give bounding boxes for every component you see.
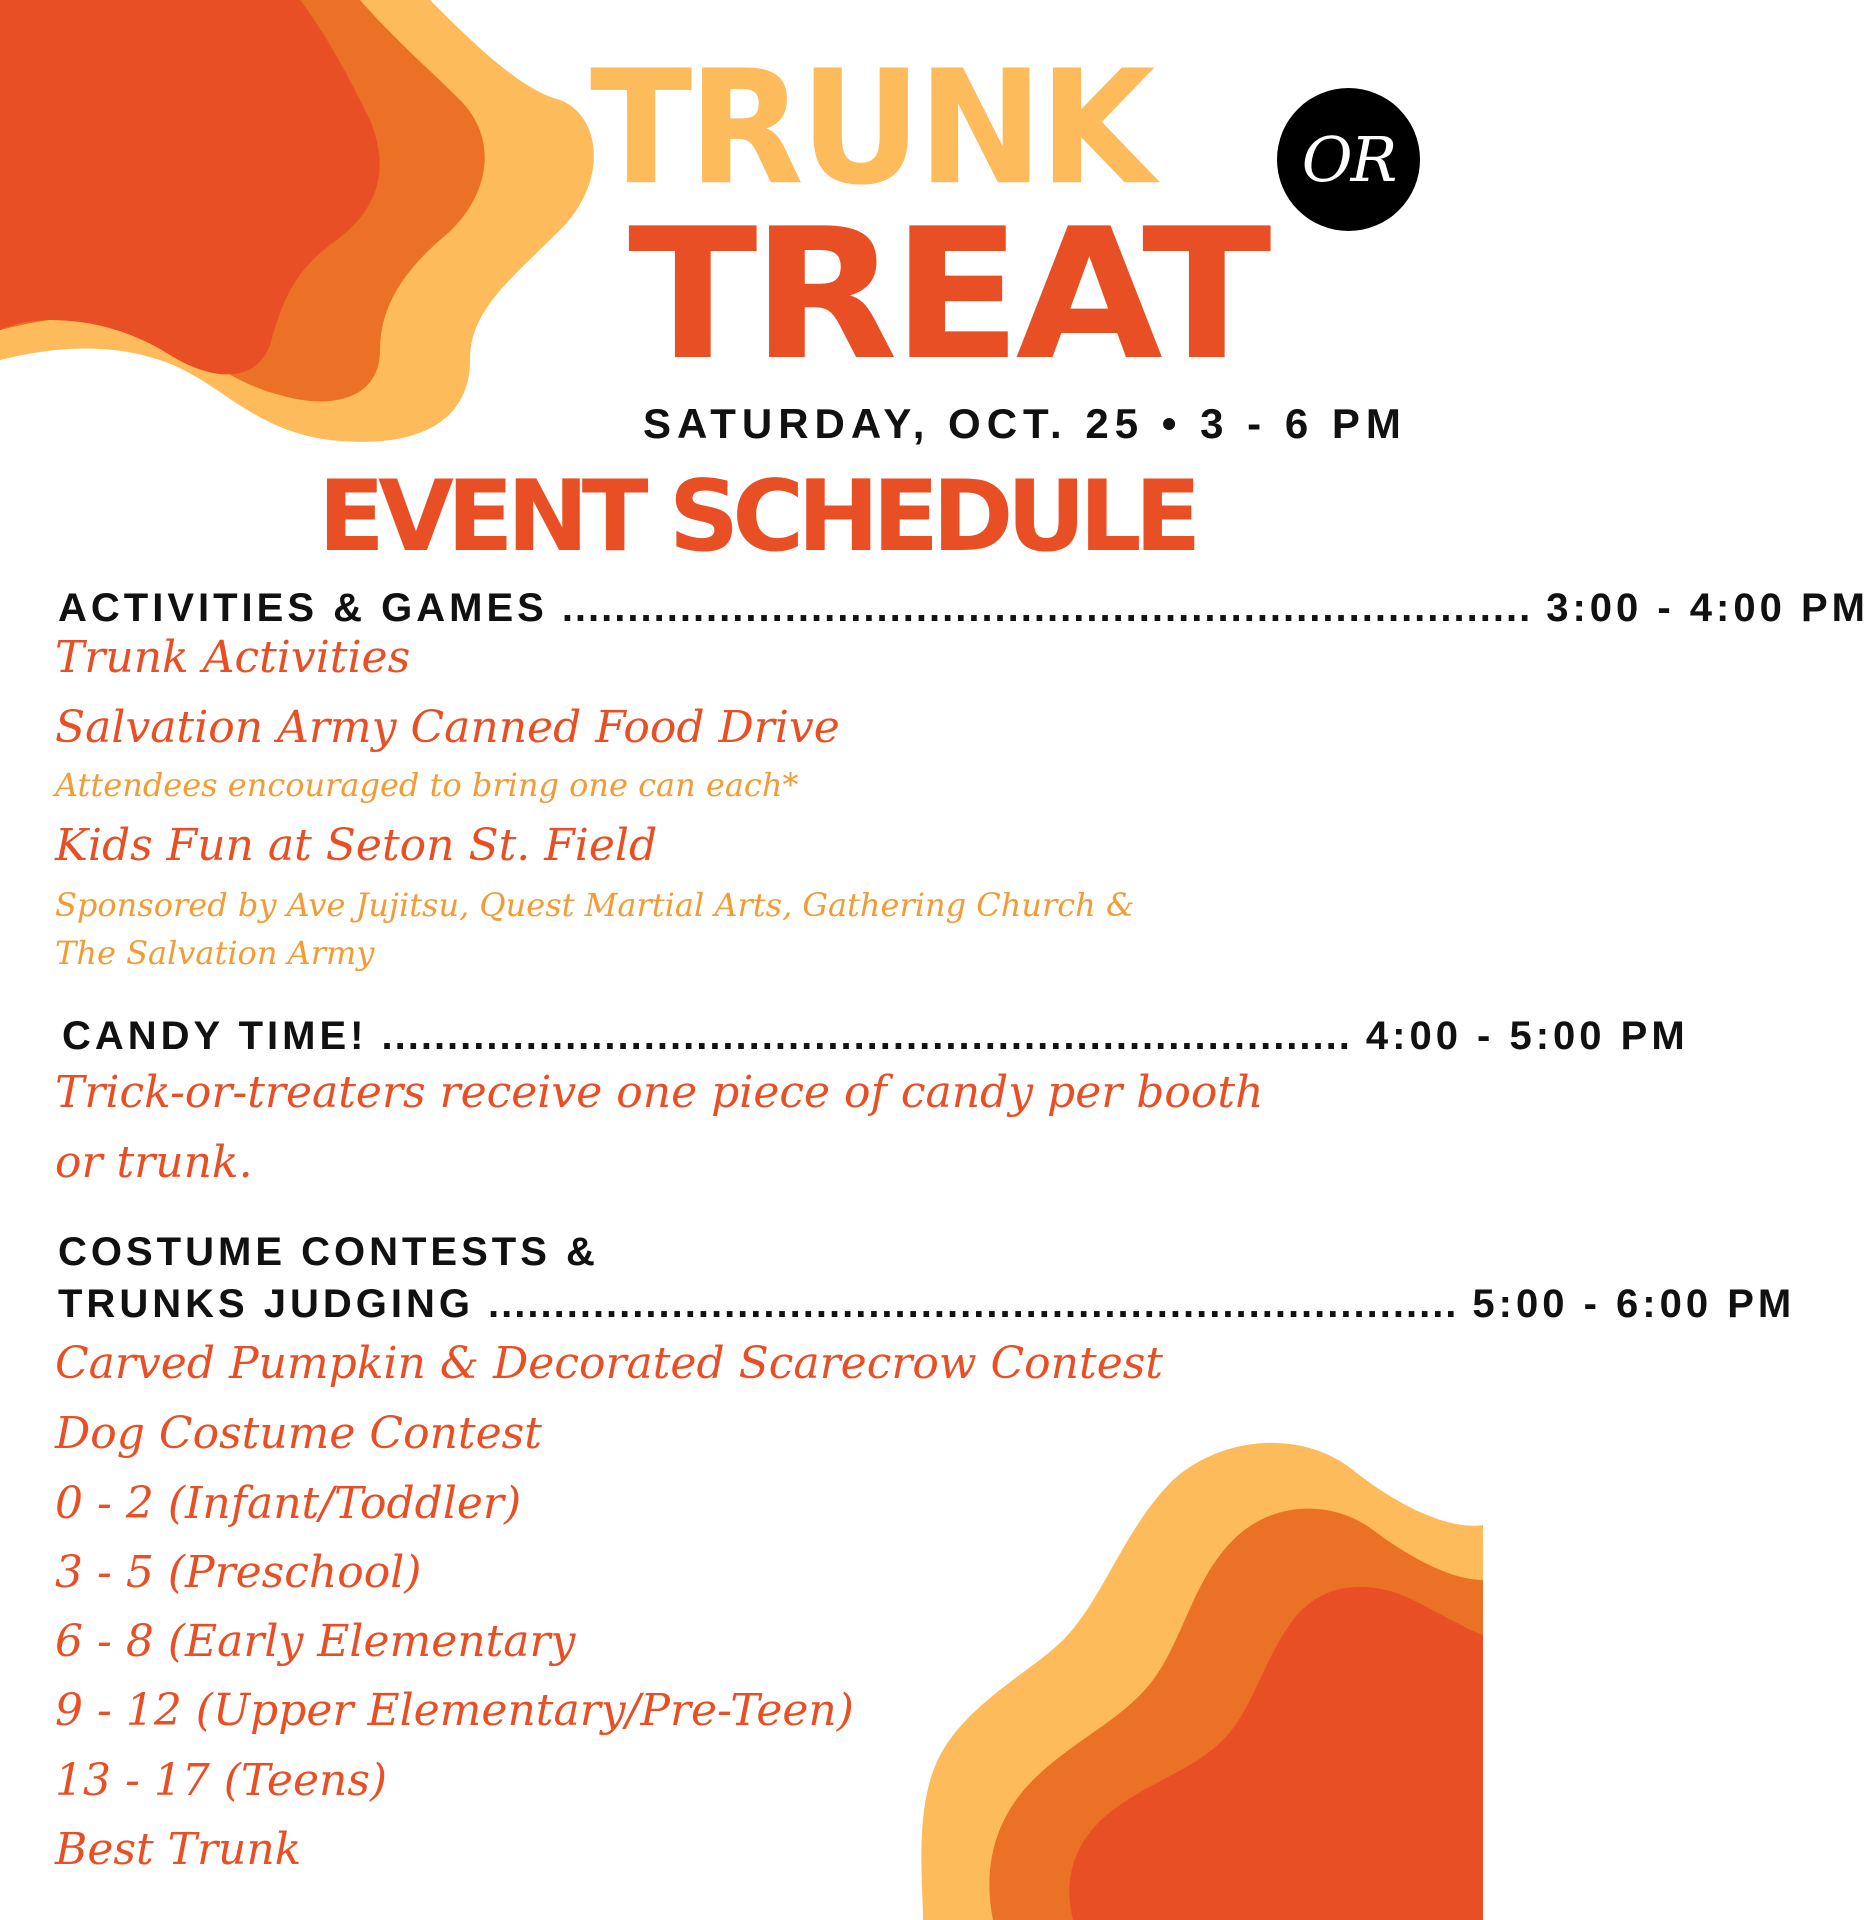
section-time: 3:00 - 4:00 PM: [1546, 586, 1869, 630]
section-title: ACTIVITIES & GAMES: [58, 586, 548, 630]
section-time: 4:00 - 5:00 PM: [1365, 1014, 1689, 1058]
or-badge: [1277, 88, 1420, 231]
decorative-blob-bottom-right: [923, 1440, 1483, 1920]
item-note: The Salvation Army: [55, 934, 375, 972]
list-item: 13 - 17 (Teens): [55, 1755, 388, 1806]
leader-dots: ..........................................................................: [381, 1014, 1352, 1058]
decorative-blob-top-left: [0, 0, 620, 450]
section-candy-header: [62, 1014, 1689, 1059]
list-item: Dog Costume Contest: [55, 1408, 542, 1459]
section-activities-header: [58, 586, 1869, 631]
leader-dots: ..........................................................................: [561, 586, 1533, 630]
list-item: 9 - 12 (Upper Elementary/Pre-Teen): [55, 1685, 854, 1736]
title-trunk: TRUNK: [590, 37, 1152, 221]
list-item: or trunk.: [55, 1137, 253, 1188]
section-costume-header: [58, 1282, 1796, 1327]
or-badge-text: OR: [1301, 123, 1396, 196]
section-title: TRUNKS JUDGING: [58, 1282, 475, 1326]
list-item: 3 - 5 (Preschool): [55, 1547, 422, 1598]
list-item: Best Trunk: [55, 1824, 302, 1875]
section-title: CANDY TIME!: [62, 1014, 368, 1058]
event-date: SATURDAY, OCT. 25 • 3 - 6 PM: [643, 400, 1407, 447]
section-costume-title-line1: COSTUME CONTESTS &: [58, 1230, 599, 1274]
list-item: Carved Pumpkin & Decorated Scarecrow Contest: [55, 1338, 1163, 1389]
item-note: Attendees encouraged to bring one can each*: [55, 766, 799, 804]
title-treat: TREAT: [628, 189, 1266, 400]
list-item: Trunk Activities: [55, 632, 411, 683]
list-item: Kids Fun at Seton St. Field: [55, 820, 658, 871]
leader-dots: ..........................................................................: [488, 1282, 1459, 1326]
list-item: Salvation Army Canned Food Drive: [55, 702, 840, 753]
list-item: Trick-or-treaters receive one piece of candy per booth: [55, 1067, 1264, 1118]
section-time: 5:00 - 6:00 PM: [1472, 1282, 1796, 1326]
list-item: 6 - 8 (Early Elementary: [55, 1616, 576, 1667]
list-item: 0 - 2 (Infant/Toddler): [55, 1478, 522, 1529]
item-note: Sponsored by Ave Jujitsu, Quest Martial Arts, Gathering Church &: [55, 886, 1135, 924]
schedule-heading: EVENT SCHEDULE: [318, 460, 1195, 574]
